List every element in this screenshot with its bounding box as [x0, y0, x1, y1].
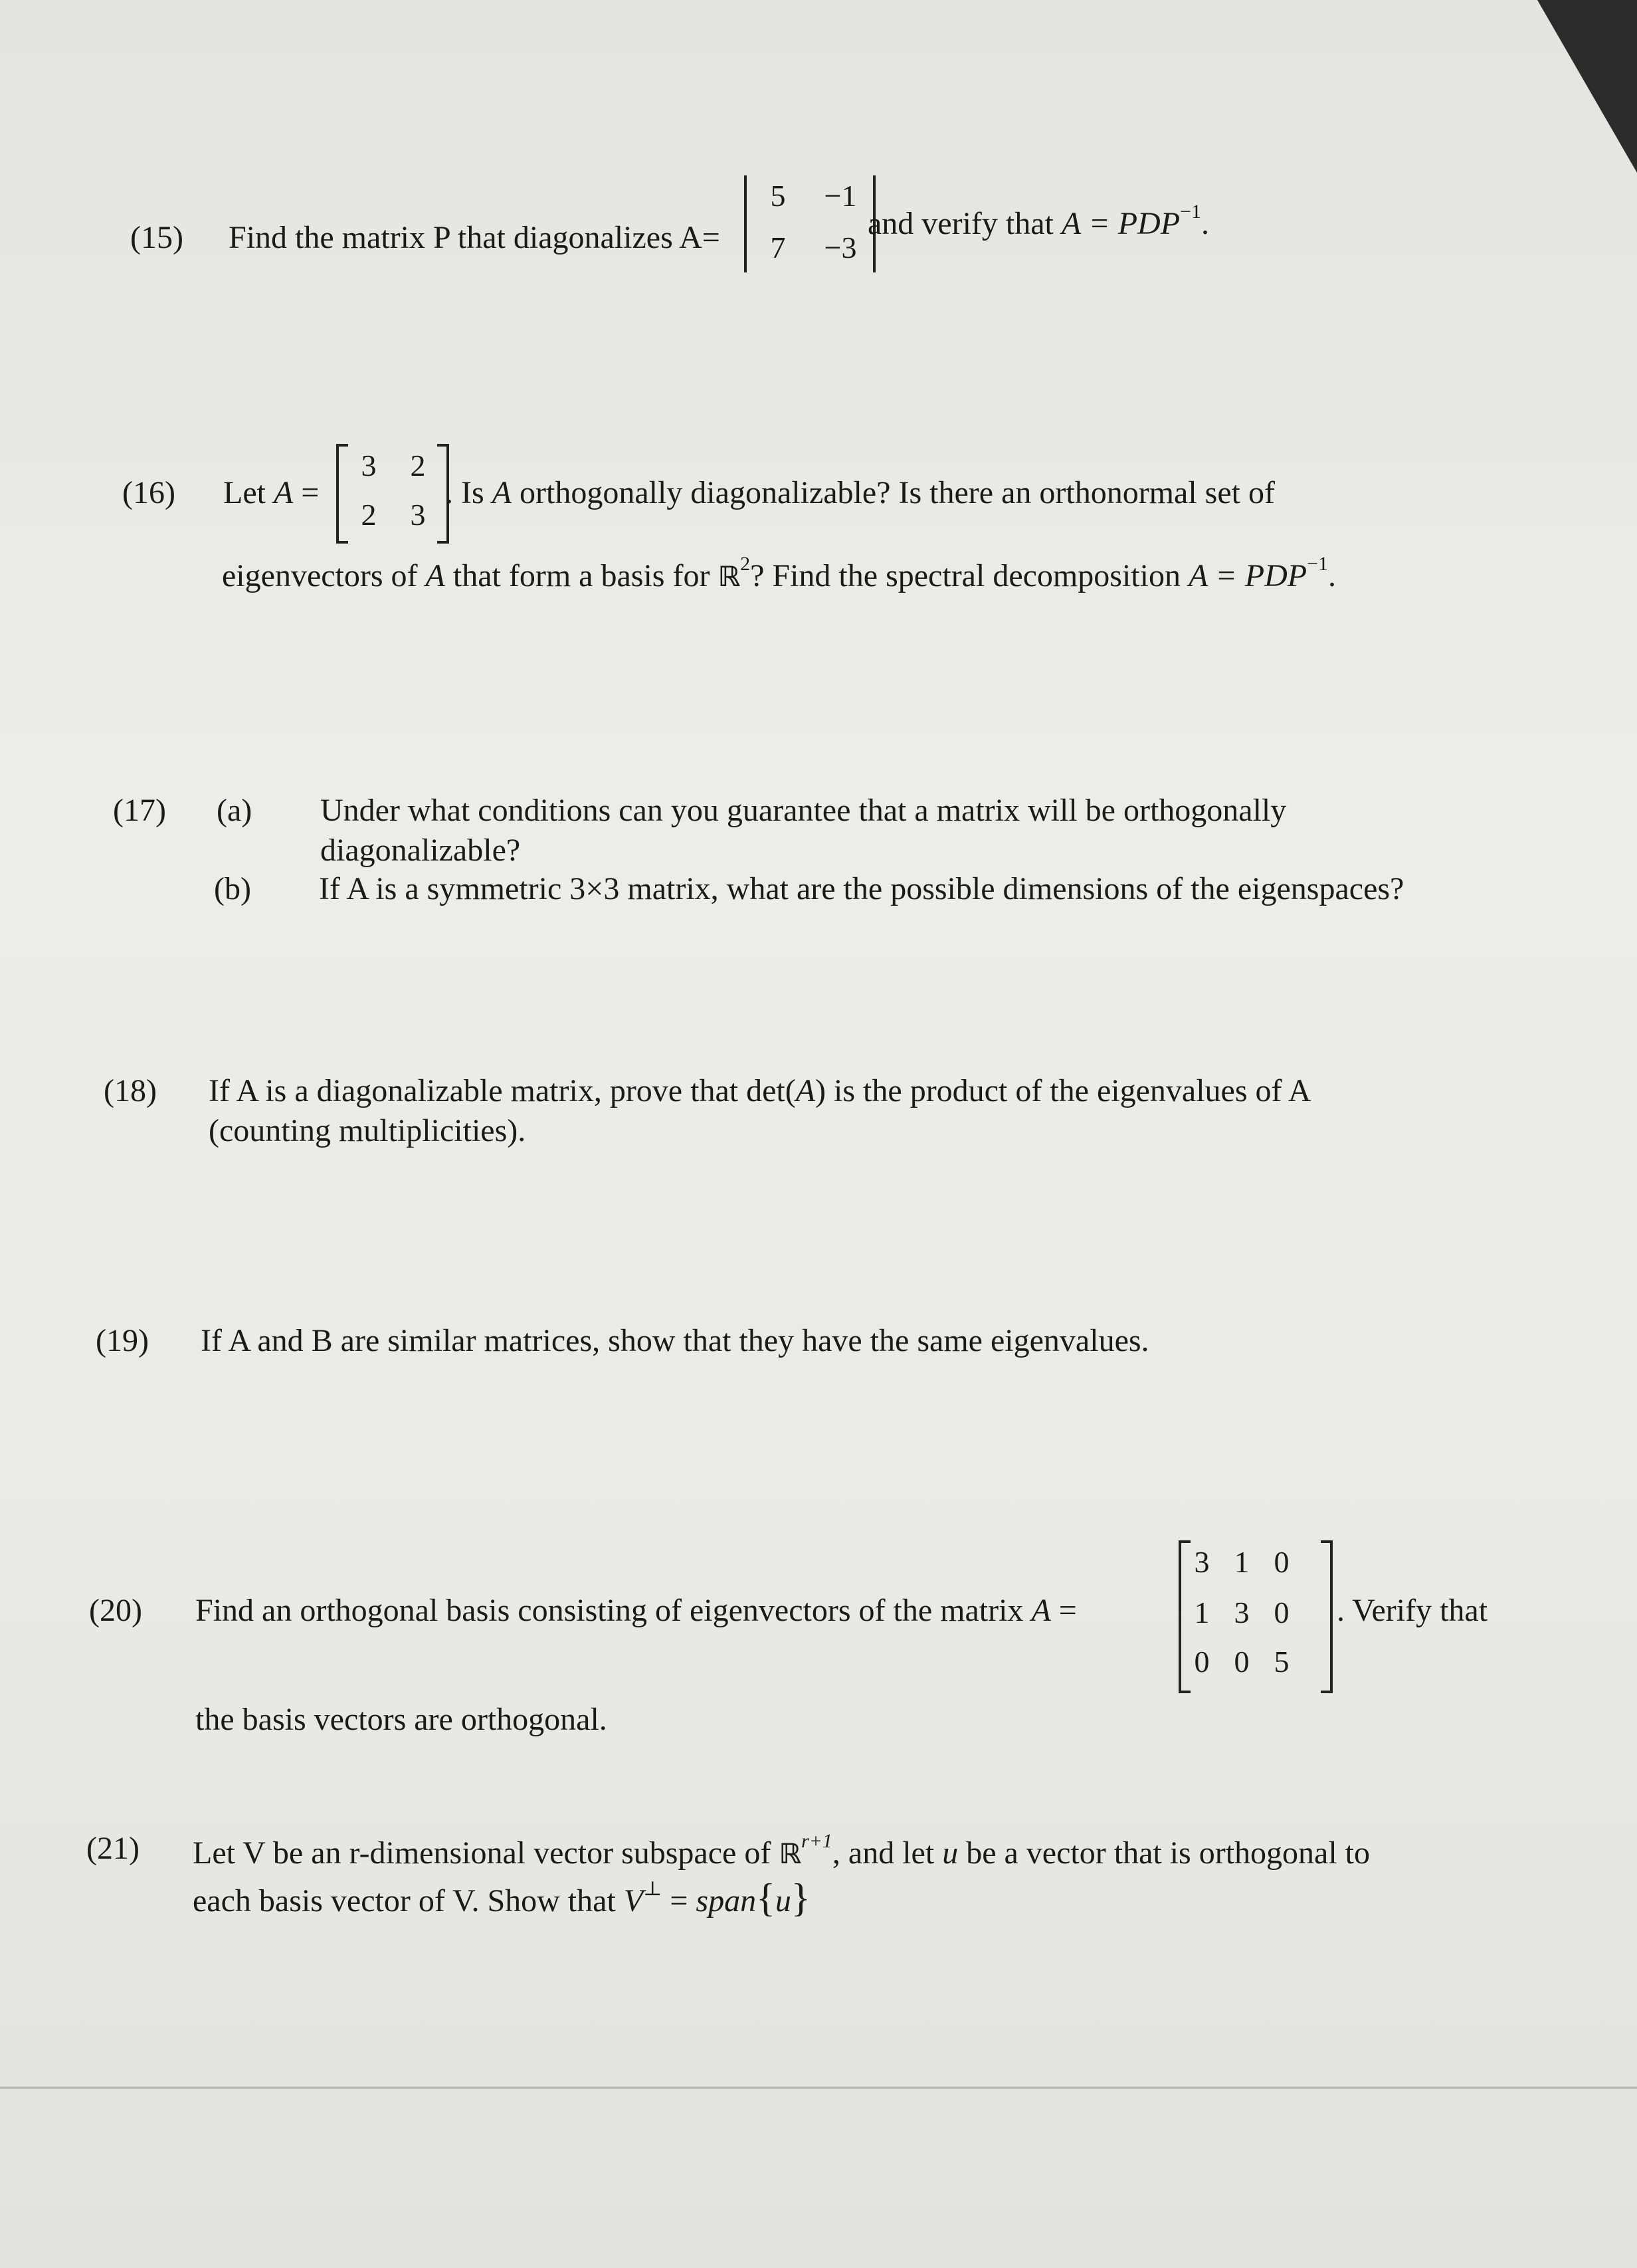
problem-number: (15)	[130, 220, 183, 255]
problem-17b-label: (b)	[214, 871, 251, 906]
problem-16-tail: . Is A orthogonally diagonalizable? Is there an orthonormal set of	[445, 475, 1275, 510]
matrix-16: 3 2 2 3	[336, 444, 456, 544]
problem-20-line1: Find an orthogonal basis consisting of eigenvectors of the matrix A =	[195, 1593, 1077, 1628]
problem-number: (16)	[122, 475, 175, 510]
page-rule	[0, 2087, 1637, 2089]
problem-16	[122, 473, 175, 513]
problem-18	[104, 1071, 157, 1111]
matrix-20: 3 1 0 1 3 0 0 0 5	[1179, 1540, 1338, 1693]
problem-15	[130, 218, 183, 258]
problem-number: (19)	[96, 1323, 149, 1358]
problem-19-text: If A and B are similar matrices, show that they have the same eigenvalues.	[201, 1323, 1149, 1358]
problem-17a-text: Under what conditions can you guarantee that a matrix will be orthogonally diagonalizable?	[320, 793, 1287, 868]
problem-20	[89, 1591, 142, 1631]
problem-16-lead: Let A =	[223, 475, 320, 510]
problem-20-line2: the basis vectors are orthogonal.	[195, 1702, 607, 1737]
problem-number: (17)	[113, 793, 166, 828]
matrix-15: 5 −1 7 −3	[744, 174, 877, 274]
problem-15-text: Find the matrix P that diagonalizes A=	[229, 220, 720, 255]
problem-20-tail: . Verify that	[1337, 1593, 1488, 1628]
problem-21-text: Let V be an r-dimensional vector subspace of ℝ$^{r+1}$, and let u be a vector that is orthogonal to each basis vector of V. Show that V⊥ = span{u}	[193, 1830, 1371, 1920]
problem-17a-label: (a)	[217, 793, 252, 828]
background-corner	[1537, 0, 1637, 173]
problem-16-line2: eigenvectors of A that form a basis for ℝ$^2$? Find the spectral decomposition $A = PDP^{-1}$.	[222, 553, 1337, 593]
problem-18-text: If A is a diagonalizable matrix, prove that det(A) is the product of the eigenvalues of A (counting multiplicities).	[209, 1073, 1311, 1148]
problem-15-tail: and verify that $A = PDP^{-1}$.	[868, 201, 1209, 241]
problem-17	[113, 791, 166, 831]
problem-17b-text: If A is a symmetric 3×3 matrix, what are the possible dimensions of the eigenspaces?	[319, 871, 1404, 906]
problem-number: (18)	[104, 1073, 157, 1108]
problem-19	[96, 1321, 149, 1361]
problem-21	[86, 1829, 140, 1869]
problem-number: (21)	[86, 1831, 140, 1866]
problem-number: (20)	[89, 1593, 142, 1628]
